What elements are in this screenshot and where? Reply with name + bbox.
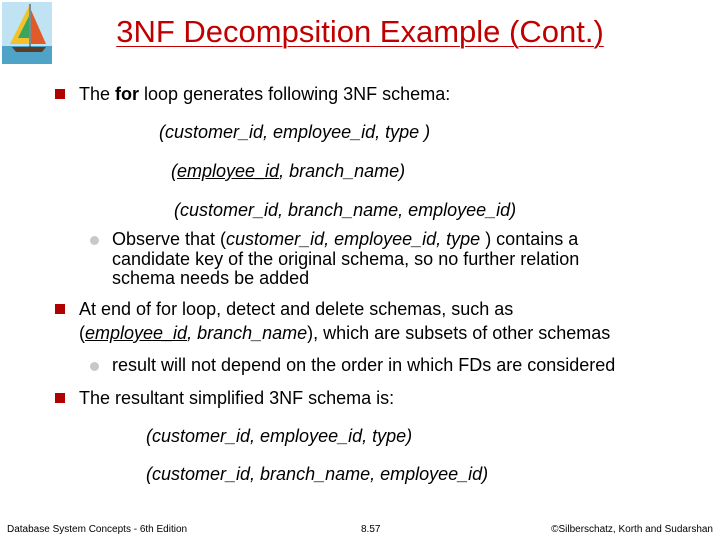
- bullet-square-icon: [55, 393, 65, 403]
- subbullet-dot-icon: [90, 236, 99, 245]
- subbullet-text: Observe that (customer_id, employee_id, type ) contains a: [112, 229, 579, 249]
- schema-line: (customer_id, employee_id, type): [146, 426, 413, 446]
- slide-title: 3NF Decompsition Example (Cont.): [116, 14, 604, 49]
- subbullet-text: candidate key of the original schema, so no further relation: [112, 249, 580, 269]
- subbullet-dot-icon: [90, 362, 99, 371]
- schema-line: (employee_id, branch_name): [171, 161, 406, 181]
- bullet-square-icon: [55, 304, 65, 314]
- bullet-text: The for loop generates following 3NF schema:: [79, 84, 451, 104]
- key-attribute: employee_id: [85, 323, 188, 343]
- subbullet-text: schema needs be added: [112, 268, 310, 288]
- schema-line: (customer_id, branch_name, employee_id): [146, 464, 489, 484]
- schema-line: (customer_id, employee_id, type ): [159, 122, 431, 142]
- bullet-text: At end of for loop, detect and delete schemas, such as: [79, 299, 514, 319]
- schema-line: (customer_id, branch_name, employee_id): [174, 200, 517, 220]
- footer-page-number: 8.57: [361, 524, 381, 535]
- key-attribute: employee_id: [177, 161, 280, 181]
- footer-right: ©Silberschatz, Korth and Sudarshan: [551, 524, 713, 535]
- footer-left: Database System Concepts - 6th Edition: [7, 524, 188, 535]
- bullet-text: The resultant simplified 3NF schema is:: [79, 388, 395, 408]
- bullet-square-icon: [55, 89, 65, 99]
- subbullet-text: result will not depend on the order in which FDs are considered: [112, 355, 616, 375]
- bullet-text: (employee_id, branch_name), which are subsets of other schemas: [79, 323, 611, 343]
